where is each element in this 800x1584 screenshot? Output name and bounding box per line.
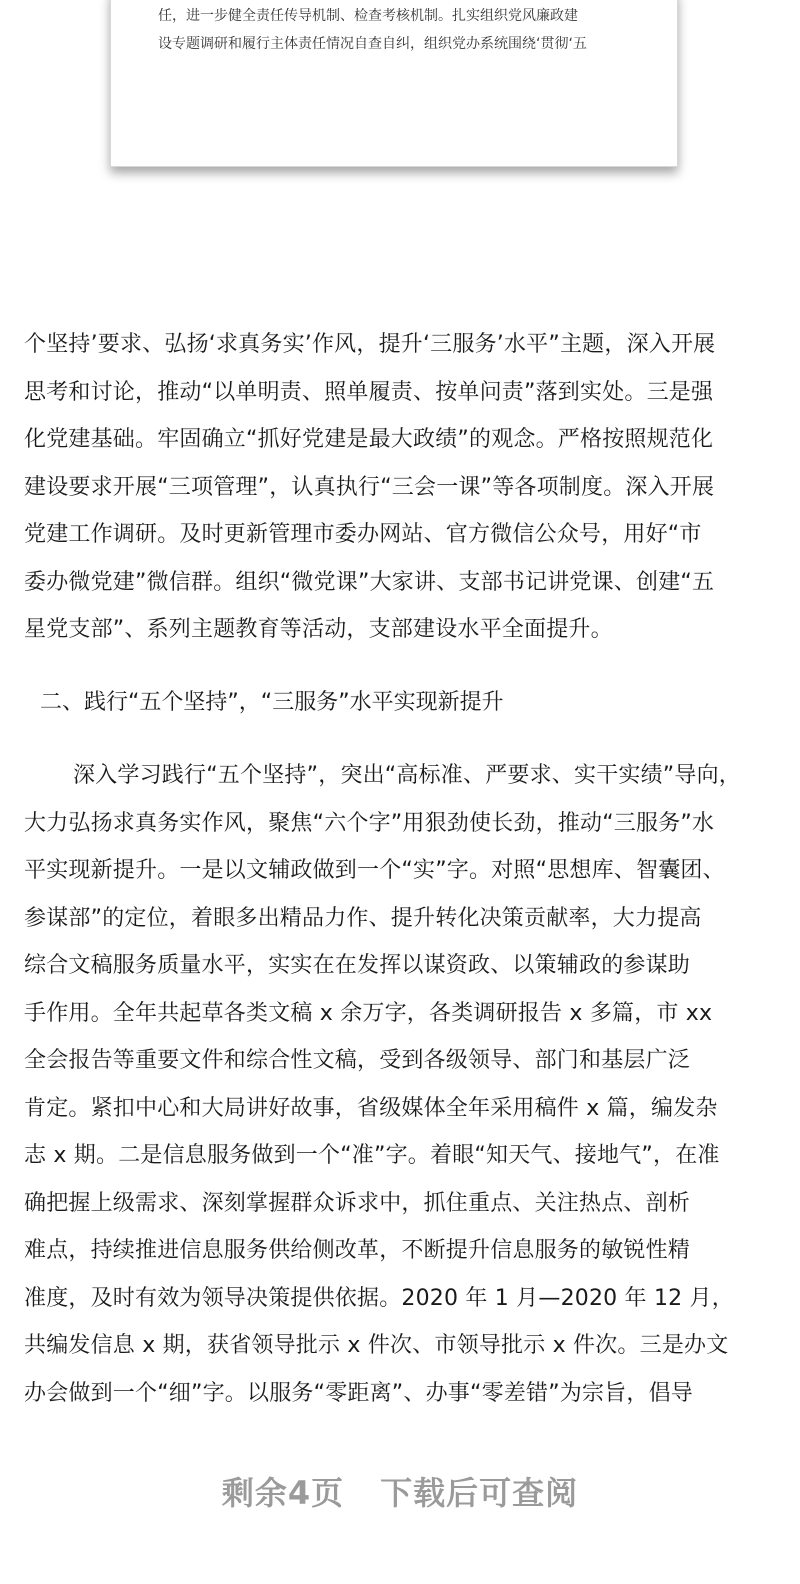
text-line: 化党建基础。牢固确立“抓好党建是最大政绩”的观念。严格按照规范化 [24, 427, 714, 452]
text-line: 共编发信息 x 期，获省领导批示 x 件次、市领导批示 x 件次。三是办文 [24, 1333, 729, 1358]
text-line: 思考和讨论，推动“以单明责、照单履责、按单问责”落到实处。三是强 [24, 379, 714, 405]
text-line: 综合文稿服务质量水平，实实在在发挥以谋资政、以策辅政的参谋助 [24, 953, 691, 978]
text-line: 委办微党建”微信群。组织“微党课”大家讲、支部书记讲党课、创建“五 [24, 569, 715, 595]
text-line: 参谋部”的定位，着眼多出精品力作、提升转化决策贡献率，大力提高 [24, 905, 702, 931]
text-line: 个坚持’要求、弘扬‘求真务实’作风，提升‘三服务’水平”主题，深入开展 [24, 332, 716, 357]
preview-line: 设专题调研和履行主体责任情况自查自纠，组织党办系统围绕‘贯彻‘五 [158, 36, 587, 52]
text-line: 全会报告等重要文件和综合性文稿，受到各级领导、部门和基层广泛 [24, 1048, 691, 1073]
remaining-pages-label[interactable]: 剩余4页 [221, 1474, 345, 1512]
text-line: 难点，持续推进信息服务供给侧改革，不断提升信息服务的敏锐性精 [24, 1238, 691, 1263]
section1-paragraph [24, 321, 776, 654]
text-line: 肯定。紧扣中心和大局讲好故事，省级媒体全年采用稿件 x 篇，编发杂 [24, 1095, 718, 1121]
download-to-view-label[interactable]: 下载后可查阅 [380, 1474, 579, 1512]
section2-paragraph [24, 752, 776, 1417]
text-line: 深入学习践行“五个坚持”，突出“高标准、严要求、实干实绩”导向， [73, 763, 741, 788]
text-line: 星党支部”、系列主题教育等活动，支部建设水平全面提升。 [24, 617, 613, 642]
text-line: 手作用。全年共起草各类文稿 x 余万字，各类调研报告 x 多篇，市 xx [24, 1000, 713, 1026]
text-line: 建设要求开展“三项管理”，认真执行“三会一课”等各项制度。深入开展 [24, 474, 715, 500]
text-line: 确把握上级需求、深刻掌握群众诉求中，抓住重点、关注热点、剖析 [24, 1190, 691, 1216]
document-preview-card [110, 0, 678, 167]
text-line: 志 x 期。二是信息服务做到一个“准”字。着眼“知天气、接地气”，在准 [24, 1143, 720, 1168]
preview-line: 任，进一步健全责任传导机制、检查考核机制。扎实组织党风廉政建 [158, 8, 578, 24]
text-line: 大力弘扬求真务实作风，聚焦“六个字”用狠劲使长劲，推动“三服务”水 [24, 810, 715, 836]
text-line: 党建工作调研。及时更新管理市委办网站、官方微信公众号，用好“市 [24, 522, 702, 547]
remaining-pages-banner[interactable] [0, 1468, 800, 1514]
text-line: 准度，及时有效为领导决策提供依据。2020 年 1 月—2020 年 12 月， [24, 1285, 734, 1311]
text-line: 办会做到一个“细”字。以服务“零距离”、办事“零差错”为宗旨，倡导 [24, 1380, 693, 1406]
text-line: 平实现新提升。一是以文辅政做到一个“实”字。对照“思想库、智囊团、 [24, 858, 725, 883]
section2-heading: 二、践行“五个坚持”，“三服务”水平实现新提升 [40, 690, 504, 715]
